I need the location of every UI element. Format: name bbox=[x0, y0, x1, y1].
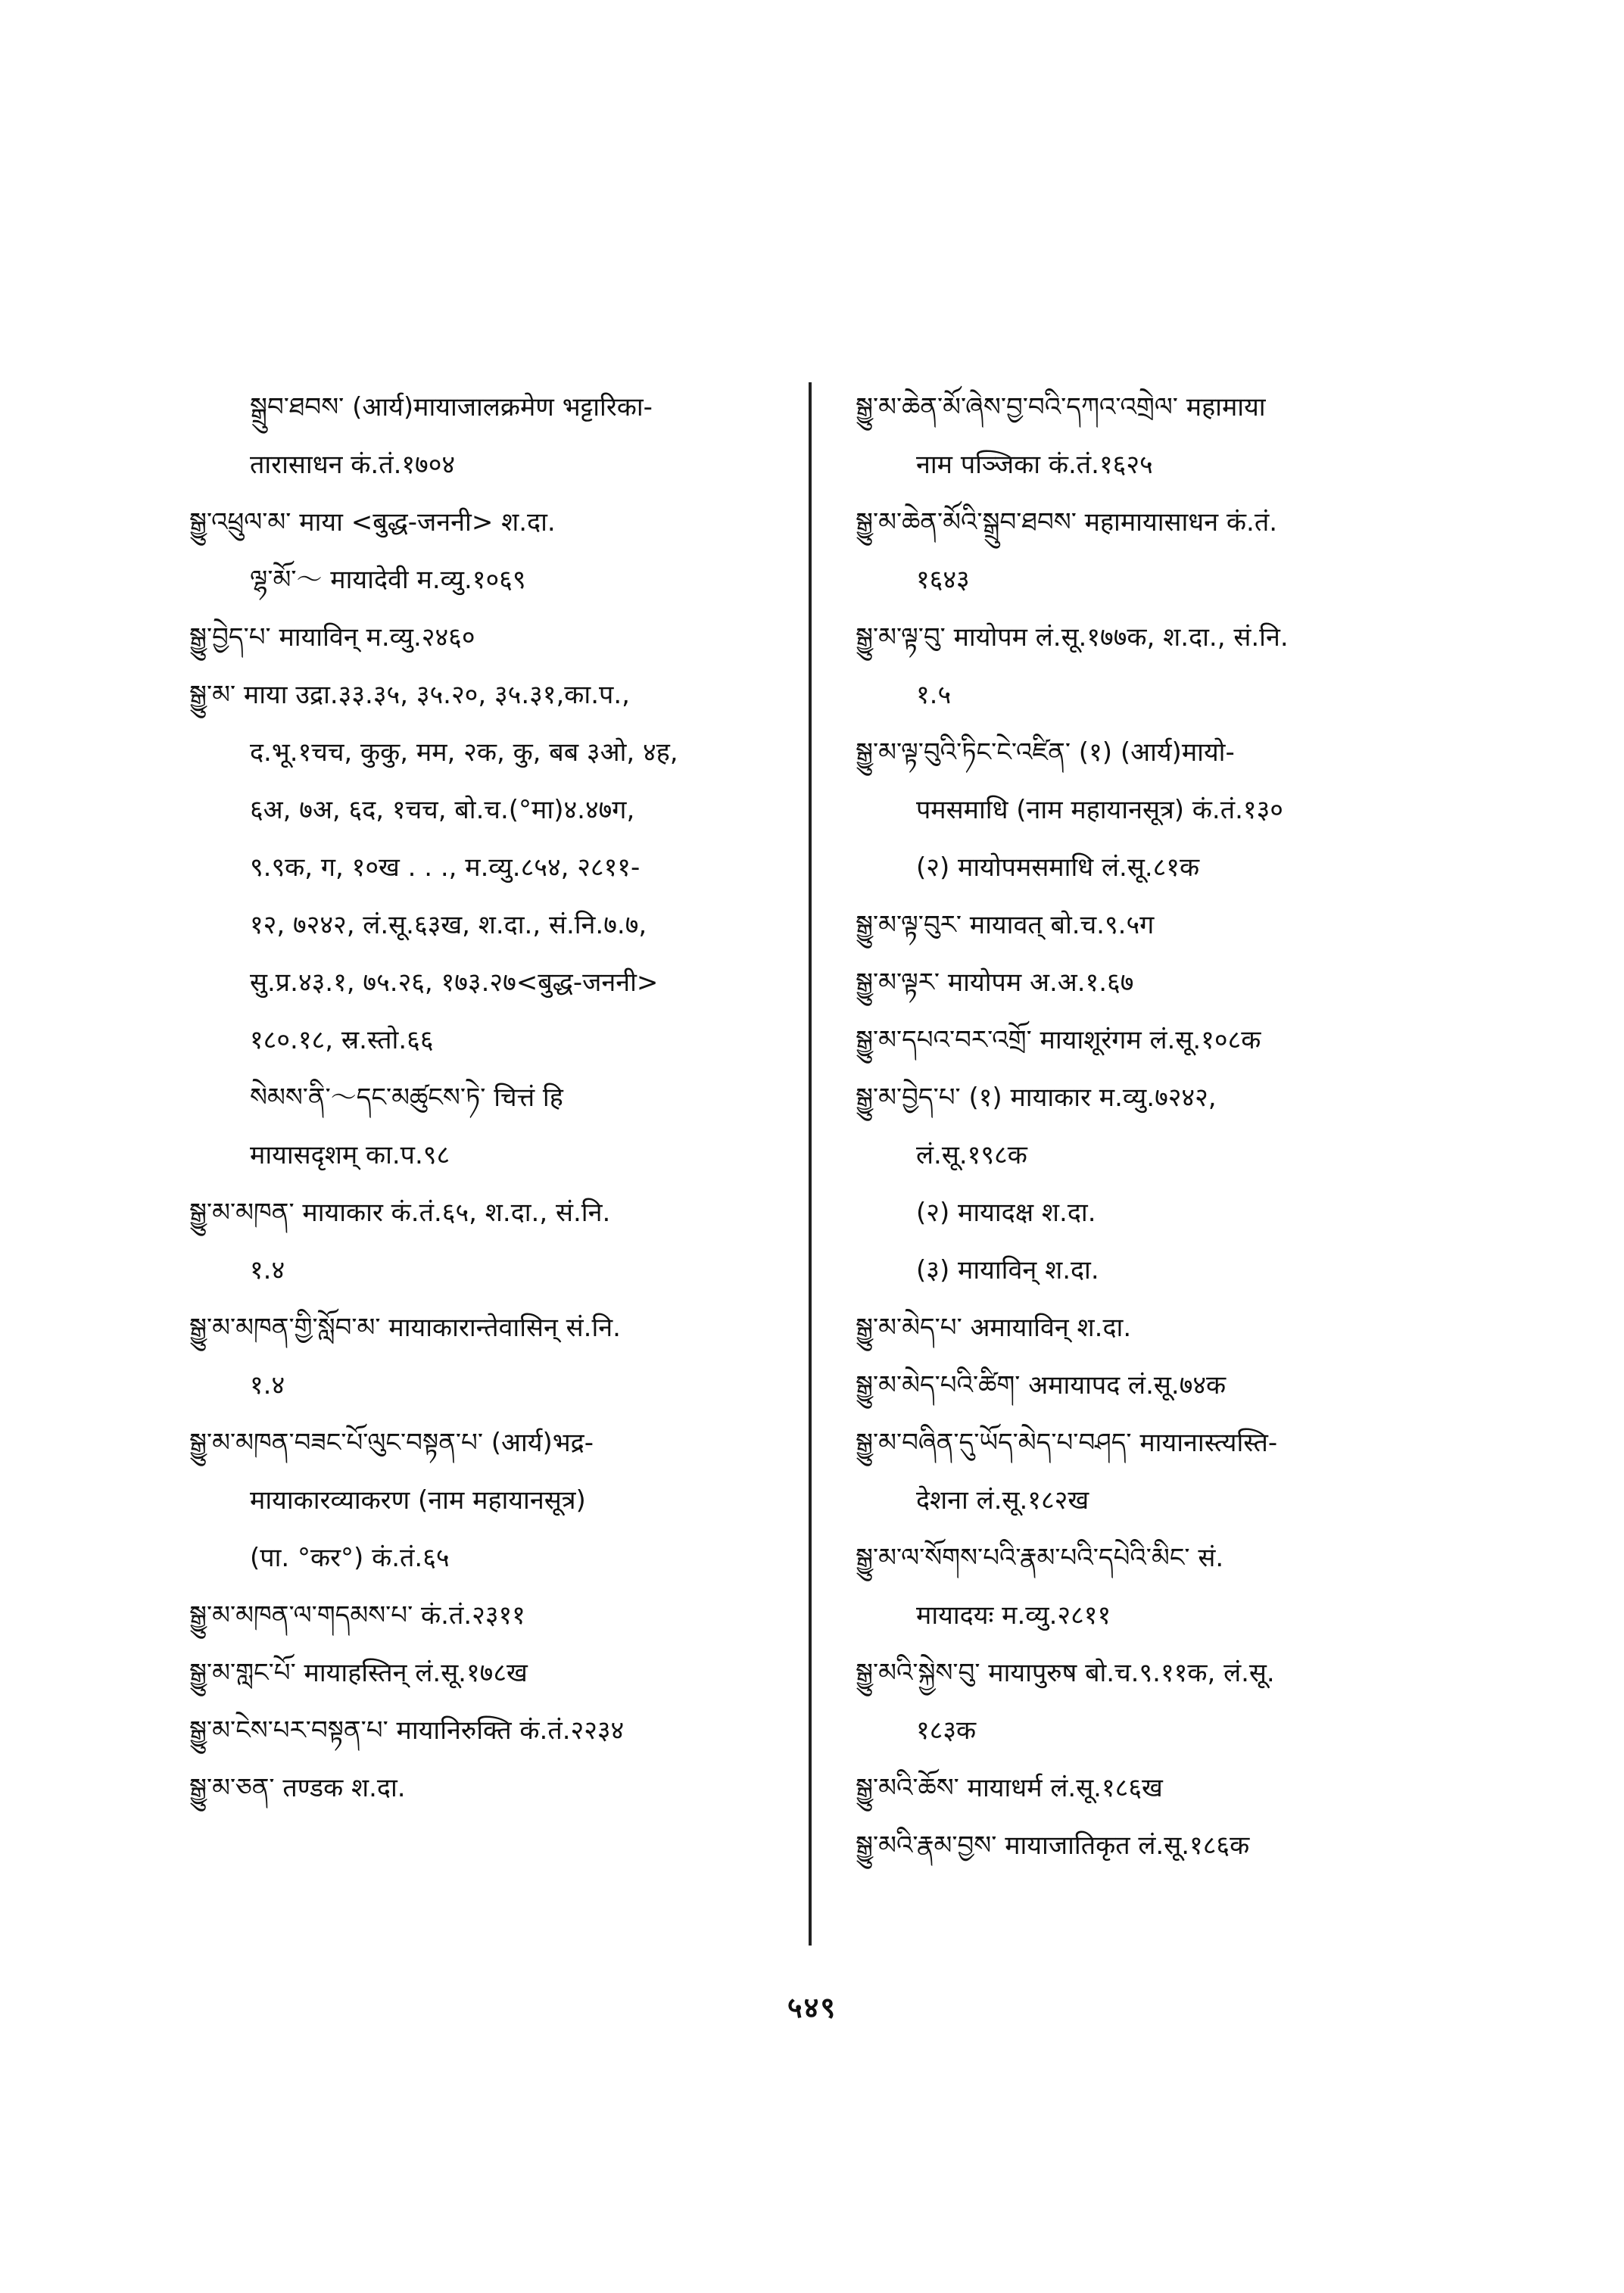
entry bbox=[189, 666, 795, 1069]
entry bbox=[856, 609, 1454, 724]
entry-line: १.४ bbox=[250, 1255, 285, 1285]
entry bbox=[189, 1759, 795, 1817]
right-column bbox=[856, 379, 1454, 1874]
entry bbox=[856, 839, 1454, 896]
entry-line: སྒྱུ་འཕྲུལ་མ་ माया <बुद्ध-जननी> श.दा. bbox=[189, 507, 556, 537]
entry bbox=[856, 494, 1454, 609]
entry-line: १.५ bbox=[916, 680, 952, 710]
entry bbox=[856, 896, 1454, 954]
entry bbox=[856, 724, 1454, 839]
entry-line: ९.९क, ग, १०ख . . ., म.व्यु.८५४, २८११- bbox=[250, 852, 641, 883]
entry bbox=[189, 551, 795, 609]
entry bbox=[189, 494, 795, 551]
entry-line: पमसमाधि (नाम महायानसूत्र) कं.तं.१३० bbox=[916, 795, 1283, 825]
entry-line: तारासाधन कं.तं.१७०४ bbox=[250, 450, 456, 480]
entry-line: मायाकारव्याकरण (नाम महायानसूत्र) bbox=[250, 1485, 586, 1516]
entry bbox=[189, 1299, 795, 1414]
entry bbox=[856, 379, 1454, 494]
entry bbox=[189, 1702, 795, 1759]
entry-line: སྒྱུ་མ་གླང་པོ་ मायाहस्तिन् लं.सू.१७८ख bbox=[189, 1658, 528, 1688]
entry bbox=[189, 609, 795, 666]
entry-line: སྒྱུ་བྱེད་པ་ मायाविन् म.व्यु.२४६० bbox=[189, 622, 475, 653]
entry-line: देशना लं.सू.१८२ख bbox=[916, 1485, 1089, 1516]
entry bbox=[189, 1414, 795, 1587]
entry bbox=[856, 1529, 1454, 1644]
entry-line: སེམས་ནི་～དང་མཚུངས་ཏེ་ चित्तं हि bbox=[250, 1083, 563, 1113]
entry-line: སྒྱུ་མ་ལྟ་བུའི་ཏིང་ངེ་འཛིན་ (१) (आर्य)मायो- bbox=[856, 737, 1235, 768]
entry bbox=[856, 1011, 1454, 1069]
entry-line: (२) मायोपमसमाधि लं.सू.८१क bbox=[916, 852, 1200, 883]
entry-line: སྒྱུ་མ་མཁན་ मायाकार कं.तं.६५, श.दा., सं.नि. bbox=[189, 1198, 611, 1228]
entry bbox=[856, 1644, 1454, 1759]
entry-line: ལྷ་མོ་～ मायादेवी म.व्यु.१०६९ bbox=[250, 565, 526, 595]
entry-line: སྒྱུ་མ་ཆེན་མོ་ཞེས་བྱ་བའི་དཀའ་འགྲེལ་ महामाया bbox=[856, 392, 1266, 422]
entry bbox=[856, 1414, 1454, 1529]
entry bbox=[856, 1299, 1454, 1357]
entry-line: སྒྱུ་མའི་སྐྱེས་བུ་ मायापुरुष बो.च.९.११क, लं.सू. bbox=[856, 1658, 1275, 1688]
entry-line: སྒྱུ་མ་ माया उद्रा.३३.३५, ३५.२०, ३५.३१,का.प., bbox=[189, 680, 630, 710]
entry-line: སྒྱུ་མའི་ཆོས་ मायाधर्म लं.सू.१८६ख bbox=[856, 1773, 1163, 1803]
entry bbox=[189, 1069, 795, 1184]
entry bbox=[189, 1184, 795, 1299]
entry-line: नाम पञ्जिका कं.तं.१६२५ bbox=[916, 450, 1153, 480]
entry bbox=[189, 1644, 795, 1702]
entry-line: སྒྱུ་མའི་རྣམ་བྱས་ मायाजातिकृत लं.सू.१८६क bbox=[856, 1830, 1250, 1861]
entry-line: १८०.१८, स्र.स्तो.६६ bbox=[250, 1025, 434, 1055]
column-divider bbox=[809, 382, 812, 1946]
entry-line: ६अ, ७अ, ६द, १चच, बो.च.(°मा)४.४७ग, bbox=[250, 795, 635, 825]
entry-line: སྒྱུ་མ་མཁན་བཟང་པོ་ལུང་བསྟན་པ་ (आर्य)भद्र- bbox=[189, 1428, 594, 1458]
entry-line: སྒྱུ་མ་མཁན་ལ་གདམས་པ་ कं.तं.२३११ bbox=[189, 1600, 525, 1631]
entry bbox=[856, 1069, 1454, 1184]
entry-line: (पा. °कर°) कं.तं.६५ bbox=[250, 1543, 450, 1573]
entry bbox=[856, 1242, 1454, 1299]
entry-line: द.भू.१चच, कुकु, मम, २क, कु, बब ३ओ, ४ह, bbox=[250, 737, 678, 768]
entry-line: སྒྱུ་མ་དཔའ་བར་འགྲོ་ मायाशूरंगम लं.सू.१०८क bbox=[856, 1025, 1261, 1055]
entry-line: (३) मायाविन् श.दा. bbox=[916, 1255, 1099, 1285]
entry bbox=[856, 1817, 1454, 1874]
entry-line: སྒྱུ་མ་ལ་སོགས་པའི་རྣམ་པའི་དཔེའི་མིང་ सं. bbox=[856, 1543, 1224, 1573]
entry-line: སྒྱུ་མ་མེད་པའི་ཚིག་ अमायापद लं.सू.७४क bbox=[856, 1370, 1227, 1400]
entry-line: སྒྱུ་མ་ངེས་པར་བསྟན་པ་ मायानिरुक्ति कं.तं.२२३४ bbox=[189, 1715, 625, 1746]
entry bbox=[189, 379, 795, 494]
entry-line: मायासदृशम् का.प.९८ bbox=[250, 1140, 450, 1170]
page-number: ५४९ bbox=[787, 1991, 837, 2024]
entry bbox=[189, 1587, 795, 1644]
entry-line: སྒྱུ་མ་བྱེད་པ་ (१) मायाकार म.व्यु.७२४२, bbox=[856, 1083, 1217, 1113]
entry-line: སྒྱུ་མ་ཅན་ तण्डक श.दा. bbox=[189, 1773, 406, 1803]
entry-line: सु.प्र.४३.१, ७५.२६, १७३.२७<बुद्ध-जननी> bbox=[250, 967, 659, 998]
entry bbox=[856, 1759, 1454, 1817]
entry-line: १२, ७२४२, लं.सू.६३ख, श.दा., सं.नि.७.७, bbox=[250, 910, 647, 940]
entry bbox=[856, 954, 1454, 1011]
entry-line: སྒྱུ་མ་བཞིན་དུ་ཡོད་མེད་པ་བཤད་ मायानास्त्यस्ति- bbox=[856, 1428, 1278, 1458]
entry-line: लं.सू.१९८क bbox=[916, 1140, 1027, 1170]
entry-line: (२) मायादक्ष श.दा. bbox=[916, 1198, 1096, 1228]
entry-line: སྒྱུ་མ་ལྟ་བུ་ मायोपम लं.सू.१७७क, श.दा., सं.नि. bbox=[856, 622, 1289, 653]
entry-line: སྒྲུབ་ཐབས་ (आर्य)मायाजालक्रमेण भट्टारिका- bbox=[250, 392, 653, 422]
entry-line: སྒྱུ་མ་མཁན་གྱི་སློབ་མ་ मायाकारान्तेवासिन् सं.नि. bbox=[189, 1313, 621, 1343]
entry bbox=[856, 1357, 1454, 1414]
entry-line: སྒྱུ་མ་ཆེན་མོའི་སྒྲུབ་ཐབས་ महामायासाधन कं.तं. bbox=[856, 507, 1278, 537]
entry-line: སྒྱུ་མ་ལྟ་བུར་ मायावत् बो.च.९.५ग bbox=[856, 910, 1155, 940]
entry-line: १८३क bbox=[916, 1715, 977, 1746]
left-column bbox=[189, 379, 795, 1817]
entry-line: १६४३ bbox=[916, 565, 970, 595]
entry-line: སྒྱུ་མ་ལྟར་ मायोपम अ.अ.१.६७ bbox=[856, 967, 1134, 998]
entry bbox=[856, 1184, 1454, 1242]
entry-line: मायादयः म.व्यु.२८११ bbox=[916, 1600, 1111, 1631]
entry-line: སྒྱུ་མ་མེད་པ་ अमायाविन् श.दा. bbox=[856, 1313, 1132, 1343]
entry-line: १.४ bbox=[250, 1370, 285, 1400]
